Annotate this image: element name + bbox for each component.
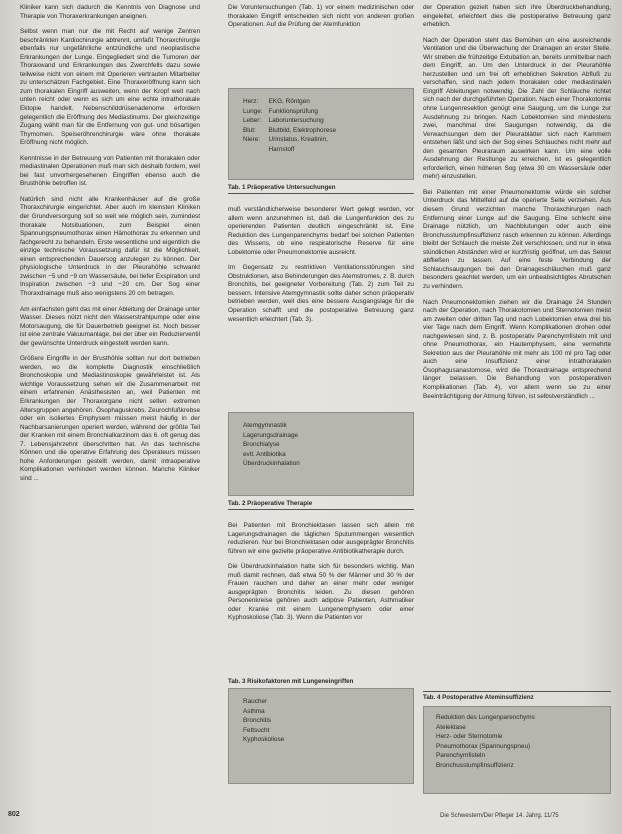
table-2-box — [228, 412, 414, 496]
table-row — [243, 126, 342, 136]
paragraph: Kenntnisse in der Betreuung von Patienten mit thorakalen oder mediastinalen Operationen muß man sich deshalb fordern, weil bei fast unvorhergesehenen Eingriffen ebenso auch die Brusthöhle betroffen ist. — [20, 154, 200, 188]
divider — [423, 691, 611, 692]
list-item: Herz- oder Sternotomie — [436, 733, 503, 741]
list-item: Asthma — [243, 707, 265, 715]
paragraph: der Operation gezielt haben sich ihre Überdruckbehandlung, eingeleitet, erleichtert dies die postoperative Betreuung ganz erheblich. — [423, 4, 611, 29]
table-key — [243, 145, 269, 155]
paragraph: Nach der Operation steht das Bemühen um eine ausreichende Ventilation und die Überwachung der Drainagen an erster Stelle. Wir streben die frühzeitige Extubation an, bereits unmittelbar nach dem Eingriff, an. Um den Unterdruck in der Pleurahöhle herzustellen und um frei oft erheblichen Sekretion Abfluß zu verschaffen, sind nach jedem thorakalen oder mediastinalen Eingriff Ableitungen notwendig. Die Zahl der Schläuche richtet sich nach der durchgeführten Operation. Nach einer Thorakotomie ohne Lungenresektion genügt eine Saugung, um die Lunge zur Ausdehnung zu bringen. Nach Lobektomien sind mindestens zwei, manchmal drei Saugungen notwendig, da die Verwachsungen dem der Pleurablätter sich nach Kammern entstehen läßt und sich der Sog eines Schlauches nicht mehr auf den gesamten Pleuraraum auswirken kann. Um eine volle Ausdehnung der Restlunge zu erreichen, ist es gelegentlich erforderlich, einen höheren Sog (etwa 30 cm Wassersäule oder mehr) einzustellen. — [423, 36, 611, 181]
table-row — [243, 107, 342, 117]
page-number: 802 — [8, 811, 20, 818]
table-value: Blutbild, Elektrophorese — [268, 126, 337, 134]
paragraph: Die Voruntersuchungen (Tab. 1) vor einem medizinischen oder thorakalen Eingriff entscheiden sich nicht von anderen großen Operationen. Auf die Prüfung der Atemfunktion — [228, 4, 414, 29]
table-key: Niere: — [243, 136, 261, 144]
table-value: EKG, Röntgen — [268, 98, 310, 105]
table-3-box — [228, 688, 414, 784]
list-item: Bronchitis — [243, 717, 272, 725]
text-column-1 — [20, 4, 200, 483]
divider — [228, 193, 414, 194]
text-column-3 — [423, 4, 611, 401]
table-4-caption: Tab. 4 Postoperative Ateminsuffizienz — [423, 694, 534, 701]
list-item: evtl. Antibiotika — [243, 450, 286, 458]
text-column-2-low — [228, 522, 414, 623]
list-item: Reduktion des Lungenparenchyms — [436, 714, 535, 721]
table-row — [243, 135, 342, 145]
divider — [228, 509, 414, 510]
table-key: Leber: — [243, 117, 262, 125]
table-1-box — [228, 88, 414, 180]
paragraph: Selbst wenn man nur die mit Recht auf wenige Zentren beschränkten Kardiochirurgie abtrennt, umfaßt Thoraxchirurgie ebenfalls nur ungefährliche entzündliche und neoplastische Erkrankungen der Lunge. Eingegliedert sind die Tumoren der Thoraxwand und Erkrankungen des Zwerchfells dazu sowie teilweise nicht von einem mit Operieren vertrauten Mitarbeiter zu unterschätzen Fachgebiet. Eine Thoraxeröffnung kann sich zum thorakalen Eingriff ausweiten, wenn der Kropf weit nach unten reicht oder wenn es sich um eine echte intrathorakale Ektopie handelt. Nebenschilddrüsenadenome erfordern gelegentlich die Eröffnung des Mediastinums. Der gleichzeitige Zugang wählt man für die Entfernung von gut- und bösartigen Thymomen. Speiseröhrenchirurgie wäre ohne thorakale Eröffnung nicht möglich. — [20, 28, 200, 147]
table-value: Funktionsprüfung — [268, 107, 318, 115]
paragraph: Bei Patienten mit einer Pneumonektomie würde ein solcher Unterdruck das Mittelfeld auf die operierte Seite verziehen. Aus diesem Grund verzichten manche Thoraxchirurgen nach Entfernung einer Lunge auf die Saugung. Eine schlecht eine Drainage nützlich, um Nachblutungen oder auch eine Bronchusstumpfinsuffizienz rasch erkennen zu können. Allerdings bleibt der Schlauch die meiste Zeit verschlossen, und nur in etwa stündlichen Abständen wird er kurzfristig geöffnet, um das Sekret abfließen zu lassen. Auf eine feste Verbindung der Schlauchsaugungen bei den Drainageschläuchen muß ganz besonders geachtet werden, um ein unbeabsichtigtes Abrutschen zu verhindern. — [423, 188, 611, 290]
paragraph: Natürlich sind nicht alle Krankenhäuser auf die große Thoraxchirurgie eingerichtet. Aber auch im kleinsten Kliniken der Grundversorgung soll so weit wie möglich sein, zumindest thorakale Notsituationen, zum Beispiel einen Spannungspneumothorax einen Hämothorax zu erkennen und fachgerecht zu behandeln. Erste wesentliche und eigentlich die einzige technische Voraussetzung dafür ist die Möglichkeit, einen entsprechenden Dauersog anzulegen zu können. Der physiologische Unterdruck in der Pleurahöhle schwankt zwischen −5 und −9 cm Wassersäule, bei tiefer Exspiration und Inspiration zwischen −3 und −20 cm. Der Sog einer Thoraxdrainage muß also wenigstens 20 cm betragen. — [20, 195, 200, 297]
paragraph: Nach Pneumonektomien ziehen wir die Drainage 24 Stunden nach der Operation, nach Thorakotomien und Sternotomien meist am zweiten oder dritten Tag und nach Lobektomien etwa drei bis vier Tage nach dem Eingriff. Wenn Komplikationen drohen oder nachgewiesen sind, z. B. postoperativ Parenchymfisteln mit und ohne Pneumothorax, ein Hautemphysem, eine vermehrte Sekretion aus der Pleurahöhle mit mehr als 100 ml pro Tag oder auch eine Insuffizienz einer intrathorakalen Ösophagusanastomose, wird die Thoraxdrainage entsprechend länger belassen. Die Behandlung von postoperativen Komplikationen (Tab. 4), vor allem wenn sie zu einer Beeinträchtigung der Atmung führen, ist selbstverständlich ... — [423, 298, 611, 400]
table-row — [243, 145, 342, 155]
journal-footer: Die Schwestern/Der Pfleger 14. Jahrg. 11/75 — [440, 813, 559, 819]
table-row — [243, 116, 342, 126]
list-item: Parenchymfisteln — [436, 752, 486, 760]
list-item: Pneumothorax (Spannungspneu) — [436, 742, 531, 750]
table-value: Harnstoff — [268, 145, 295, 153]
table-value: Urinstatus, Kreatinin, — [268, 136, 328, 144]
table-1-caption: Tab. 1 Präoperative Untersuchungen — [228, 184, 336, 191]
list-item: Bronchusstumpfinsuffizienz — [436, 761, 514, 769]
table-row — [243, 97, 342, 107]
list-item: Überdruckinhalation — [243, 460, 300, 468]
list-item: Kyphoskoliose — [243, 736, 285, 744]
list-item: Raucher — [243, 698, 268, 705]
list-item: Atemgymnastik — [243, 422, 287, 429]
list-item: Bronchialyse — [243, 441, 280, 449]
paragraph: Die Überdruckinhalation hatte sich für besonders wichtig. Man muß damit rechnen, daß etwa 50 % der Männer und 30 % der Frauen rauchen und daher an einer mehr oder weniger ausgeprägten Bronchitis leiden. Zu diesen gehören Personenkreise gehören auch adipöse Patienten, Asthmatiker oder Kranke mit einem Lungenemphysem oder einer Kyphoskoliose (Tab. 3). Wenn die Patienten vor — [228, 563, 414, 622]
paragraph: Am einfachsten geht das mit einer Ableitung der Drainage unter Wasser. Dieses nützt nicht den Wasserstrahlpumpe oder eine Motorsaugung, die für Dauerbetrieb geeignet ist. Noch besser ist eine zentrale Vakuumanlage, bei der über ein Reduzierventil der gewünschte Unterdruck eingestellt werden kann. — [20, 305, 200, 347]
paragraph: Im Gegensatz zu restriktiven Ventilationsstörungen sind Obstruktionen, also Behinderungen des Atemstromes, z. B. durch Bronchitis, bei geeigneter Vorbereitung (Tab. 2) zum Teil zu bessern. Intensive Atemgymnastik sollte daher schon präoperativ betrieben werden, weil dies eine bessere Ausgangslage für die Operation schafft und die postoperative Betreuung ganz wesentlich erleichtert (Tab. 3). — [228, 264, 414, 323]
table-3-caption: Tab. 3 Risikofaktoren mit Lungeneingriffen — [228, 678, 354, 685]
table-4-box — [423, 706, 611, 794]
table-key: Lunge: — [243, 107, 263, 115]
table-key: Herz: — [243, 98, 259, 105]
list-item: Lagerungsdrainage — [243, 431, 299, 439]
paragraph: muß verständlicherweise besonderer Wert gelegt werden, vor allem wenn anzunehmen ist, daß die Lungenfunktion des zu operierenden Patienten deutlich eingeschränkt ist. Eine Reduktion des Lungenparenchyms bedarf bei solchen Patienten des Wissens, ob eine respiratorische Reserve für eine Lobektomie oder Pneumonektomie ausreicht. — [228, 206, 414, 256]
table-1 — [243, 97, 342, 155]
table-key: Blut: — [243, 126, 256, 134]
paragraph: Kliniker kann sich dadurch die Kenntnis von Diagnose und Therapie von Thoraxerkrankungen aneignen. — [20, 4, 200, 20]
list-item: Atelektase — [436, 723, 466, 731]
paragraph: Größere Eingriffe in der Brusthöhle sollten nur dort betrieben werden, wo die komplette Diagnostik einschließlich Bronchoskopie und Mediastinoskopie gewährleistet ist. Als wichtige Voraussetzung sehen wir die Zusammenarbeit mit einem erfahrenen Anästhesisten an, weil Patienten mit Erkrankungen der Thoraxorgane nicht selten extremen Altersgruppen angehören. Ösophaguskrebs. Zeurochfußkrebse oder ein isoliertes Emphysem müssen meist häufig in der Nachbarsanierungen operiert werden, während der größte Teil der Kranken mit einem Bronchialkarzinom das 6. oft genug das 7. Lebensjahrzehnt überschritten hat. An das technische Können und die operative Erfahrung des Operateurs müssen hohe Anforderungen gestellt werden, damit intraoperative Komplikationen verhindert werden können. Manche Kliniker sind ... — [20, 355, 200, 482]
table-value: Laboruntersuchung — [268, 117, 324, 125]
list-item: Fettsucht — [243, 726, 270, 734]
table-2-caption: Tab. 2 Präoperative Therapie — [228, 500, 313, 507]
text-column-2-top — [228, 4, 414, 30]
text-column-2-mid — [228, 206, 414, 324]
paragraph: Bei Patienten mit Bronchiektasen lassen sich allein mit Lagerungsdrainagen die täglichen Sputummengen wesentlich reduzieren. Nur bei Bronchiektasen oder ausgeprägter Bronchitis führen wir eine gezielte präoperative Antibiotikatherapie durch. — [228, 522, 414, 555]
